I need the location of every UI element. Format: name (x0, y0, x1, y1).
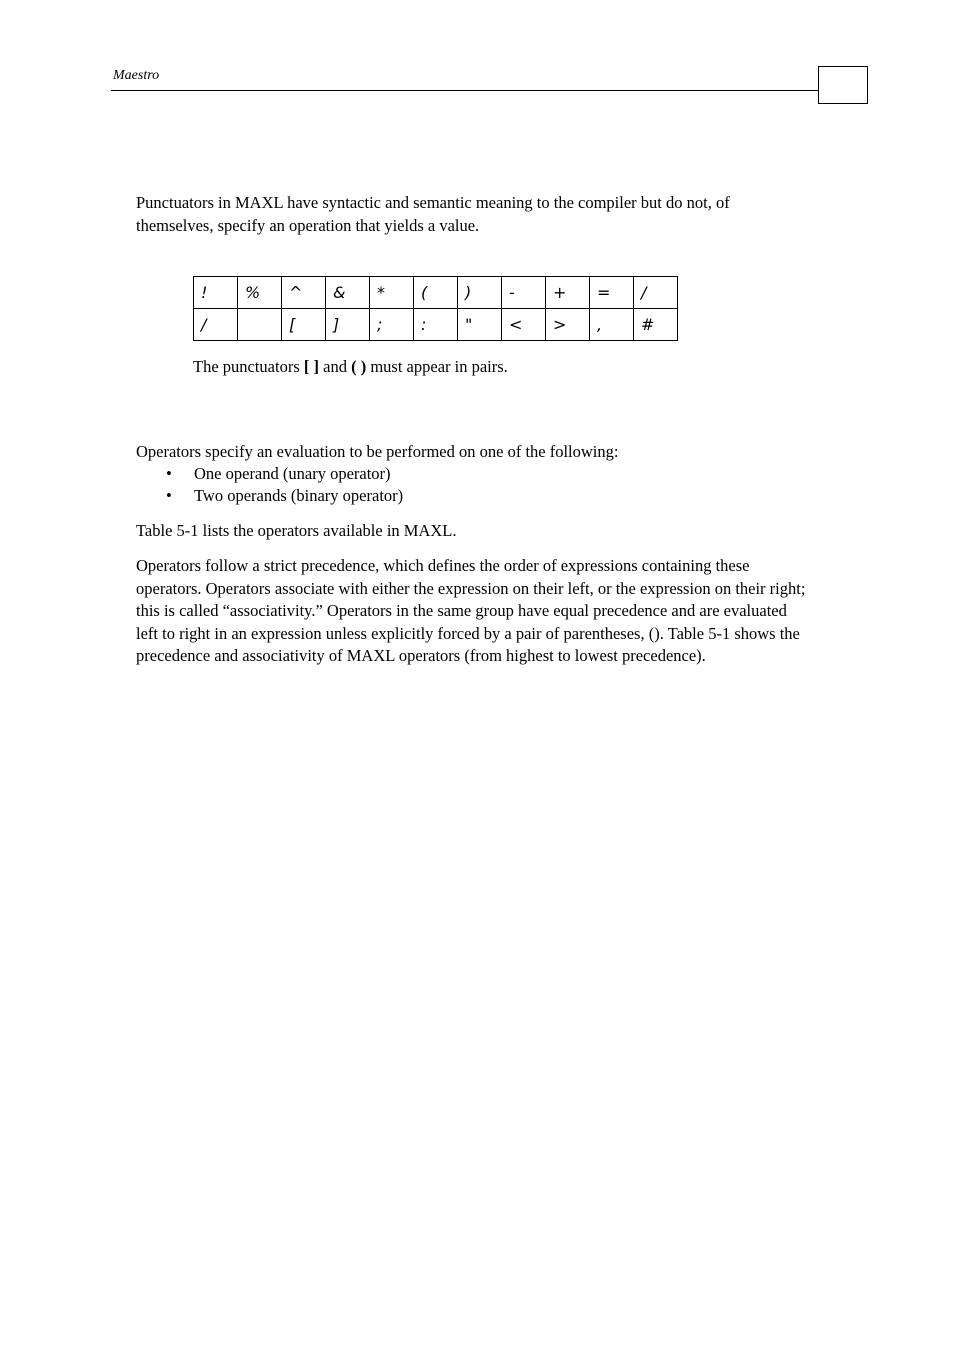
punctuator-cell: ! (194, 277, 238, 309)
precedence-paragraph: Operators follow a strict precedence, which defines the order of expressions containing these operators. Operators associate with either the expression on their left, or the expression on their right; this is called “associativity.” Operators in the same group have equal precedence and are evaluated left to right in an expression unless explicitly forced by a pair of parentheses, (). Table 5-1 shows the precedence and associativity of MAXL operators (from highest to lowest precedence). (136, 556, 806, 665)
list-item-text: One operand (unary operator) (194, 464, 391, 483)
table-row (194, 277, 678, 309)
punctuator-note (193, 356, 508, 378)
punctuator-cell: " (458, 309, 502, 341)
list-item (136, 485, 403, 507)
punctuator-cell: ^ (282, 277, 326, 309)
punctuator-cell: / (634, 277, 678, 309)
bullet-marker: • (166, 464, 172, 483)
punctuator-cell (238, 309, 282, 341)
punctuator-cell: : (414, 309, 458, 341)
punctuator-cell: + (546, 277, 590, 309)
punctuator-cell: > (546, 309, 590, 341)
punctuators-intro: Punctuators in MAXL have syntactic and semantic meaning to the compiler but do not, of themselves, specify an operation that yields a value. (136, 193, 730, 235)
list-item (136, 463, 403, 485)
note-before: The punctuators (193, 357, 304, 376)
punctuator-cell: [ (282, 309, 326, 341)
bullet-marker: • (166, 485, 172, 505)
punctuator-cell: ] (326, 309, 370, 341)
punctuator-cell: ; (370, 309, 414, 341)
header-rule (111, 90, 819, 91)
table-row (194, 309, 678, 341)
punctuator-cell: & (326, 277, 370, 309)
punctuator-cell: < (502, 309, 546, 341)
punctuator-cell: % (238, 277, 282, 309)
punctuator-cell: = (590, 277, 634, 309)
punctuator-cell: ) (458, 277, 502, 309)
page-number-box (818, 66, 868, 104)
punctuator-cell: , (590, 309, 634, 341)
punctuator-cell: - (502, 277, 546, 309)
list-item-text: Two operands (binary operator) (194, 485, 404, 505)
punctuator-cell: * (370, 277, 414, 309)
note-parens: ( ) (351, 357, 367, 376)
note-after: must appear in pairs. (366, 357, 508, 376)
punctuator-cell: # (634, 309, 678, 341)
operators-intro: Operators specify an evaluation to be performed on one of the following: (136, 442, 619, 461)
punctuator-cell: / (194, 309, 238, 341)
table-reference: Table 5-1 lists the operators available in MAXL. (136, 521, 457, 540)
running-header-title: Maestro (113, 68, 160, 83)
note-brackets: [ ] (303, 357, 320, 376)
punctuator-table (193, 276, 678, 341)
punctuator-cell: ( (414, 277, 458, 309)
operand-list (136, 463, 403, 506)
note-middle: and (319, 357, 352, 376)
